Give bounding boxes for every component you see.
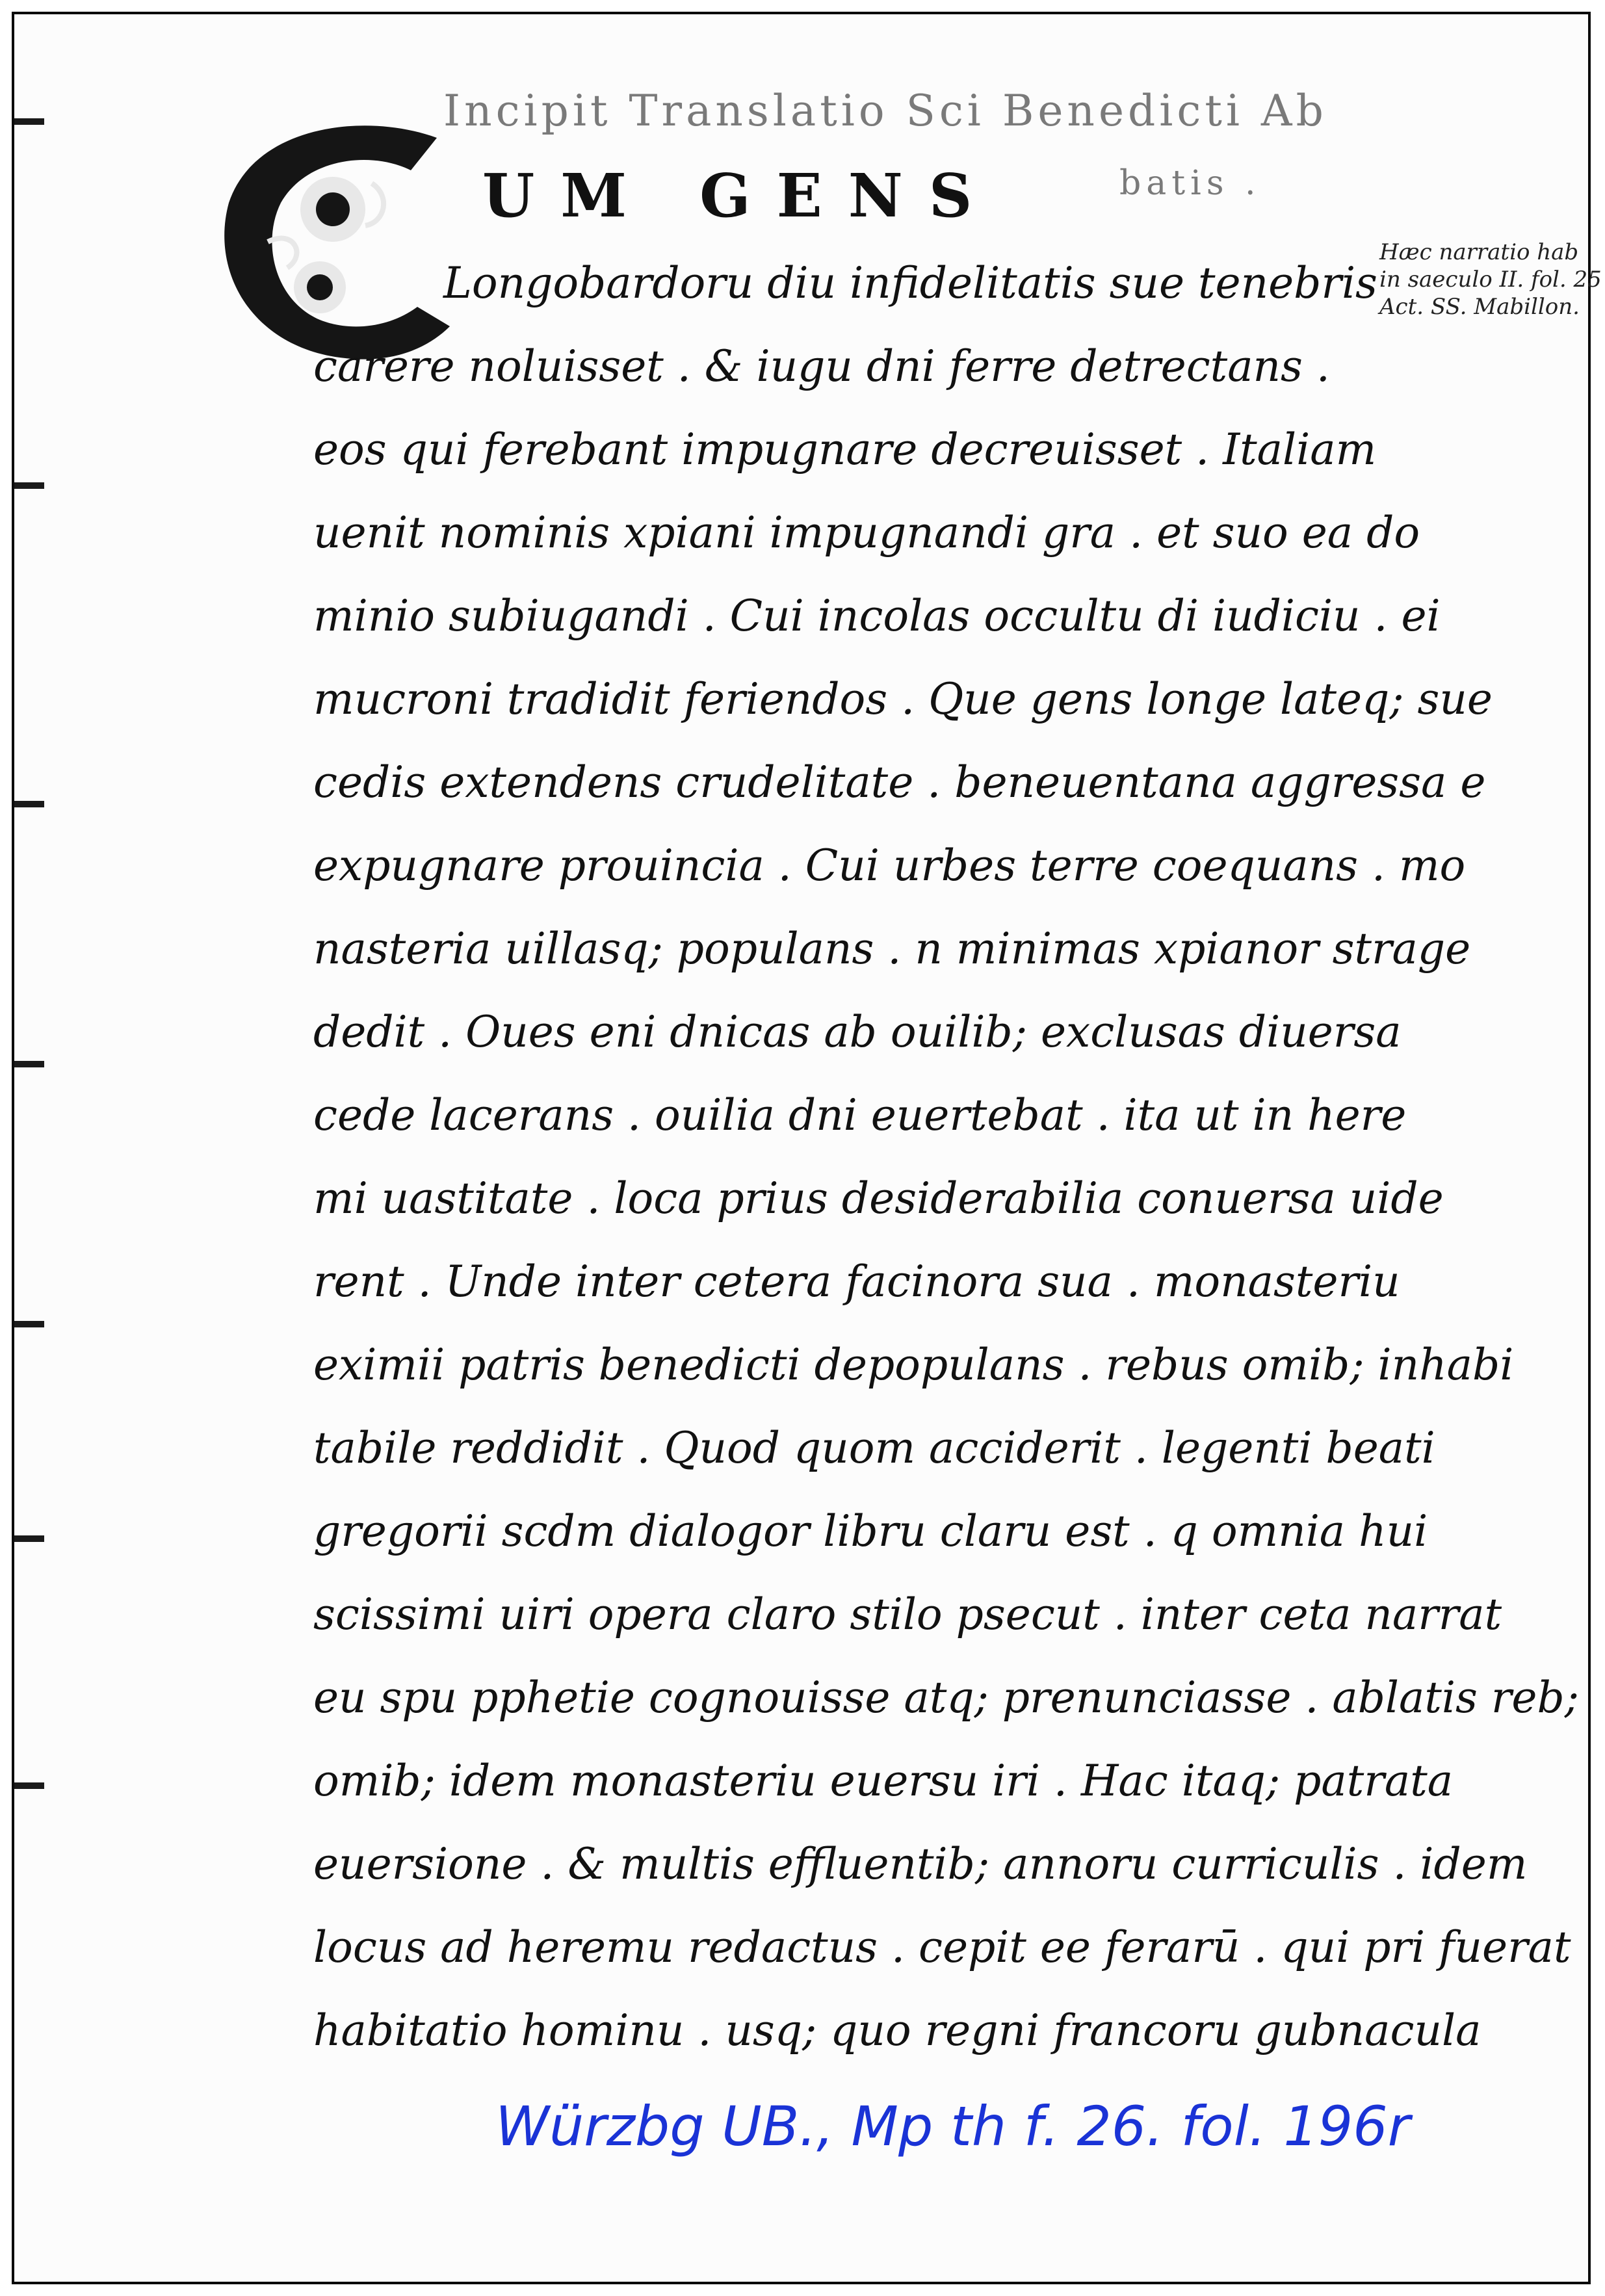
- shelfmark-annotation: Würzbg UB., Mp th f. 26. fol. 196r: [495, 2094, 1411, 2158]
- text-line: eximii patris benedicti depopulans . rebus omib; inhabi: [313, 1340, 1514, 1390]
- edge-mark: [14, 1061, 44, 1067]
- opening-heading: UM GENS: [482, 161, 998, 231]
- text-line: scissimi uiri opera claro stilo psecut . inter ceta narrat: [313, 1589, 1502, 1639]
- page-frame: [12, 12, 1602, 2284]
- edge-mark: [14, 1782, 44, 1789]
- edge-mark: [14, 118, 44, 125]
- incipit-rubric: Incipit Translatio Sci Benedicti Ab: [443, 86, 1327, 136]
- edge-mark: [14, 801, 44, 807]
- text-line: tabile reddidit . Quod quom acciderit . legenti beati: [313, 1423, 1435, 1473]
- text-line: rent . Unde inter cetera facinora sua . monasteriu: [313, 1257, 1400, 1307]
- text-line: cede lacerans . ouilia dni euertebat . ita ut in here: [313, 1090, 1407, 1140]
- text-line: Longobardoru diu infidelitatis sue tenebris: [443, 258, 1377, 308]
- text-line: habitatio hominu . usq; quo regni francoru gubnacula: [313, 2005, 1481, 2055]
- text-line: euersione . & multis effluentib; annoru curriculis . idem: [313, 1839, 1528, 1889]
- text-line: eu spu pphetie cognouisse atq; prenunciasse . ablatis reb;: [313, 1673, 1579, 1723]
- margin-note-line: Hæc narratio hab: [1379, 239, 1579, 265]
- edge-mark: [14, 1535, 44, 1542]
- text-line: locus ad heremu redactus . cepit ee ferarū . qui pri fuerat: [313, 1922, 1571, 1972]
- edge-mark: [14, 482, 44, 489]
- margin-note-line: in saeculo II. fol. 25: [1379, 267, 1602, 293]
- edge-mark: [14, 1321, 44, 1327]
- text-line: carere noluisset . & iugu dni ferre detrectans .: [313, 341, 1330, 391]
- text-line: mi uastitate . loca prius desiderabilia conuersa uide: [313, 1173, 1444, 1223]
- text-line: expugnare prouincia . Cui urbes terre coequans . mo: [313, 841, 1466, 891]
- text-line: nasteria uillasq; populans . n minimas xpianor strage: [313, 924, 1471, 974]
- margin-note-line: Act. SS. Mabillon.: [1379, 294, 1580, 320]
- text-line: omib; idem monasteriu euersu iri . Hac itaq; patrata: [313, 1756, 1454, 1806]
- left-edge-tick-marks: [14, 14, 53, 2282]
- text-line: cedis extendens crudelitate . beneuentana aggressa e: [313, 757, 1486, 807]
- margin-note: [1379, 239, 1602, 320]
- text-line: mucroni tradidit feriendos . Que gens longe lateq; sue: [313, 674, 1493, 724]
- text-line: uenit nominis xpiani impugnandi gra . et suo ea do: [313, 508, 1420, 558]
- text-line: minio subiugandi . Cui incolas occultu di iudiciu . ei: [313, 591, 1441, 641]
- text-line: gregorii scdm dialogor libru claru est . q omnia hui: [313, 1506, 1428, 1556]
- text-line: dedit . Oues eni dnicas ab ouilib; exclusas diuersa: [313, 1007, 1402, 1057]
- incipit-continuation: batis .: [1119, 164, 1261, 203]
- text-line: eos qui ferebant impugnare decreuisset . Italiam: [313, 424, 1377, 475]
